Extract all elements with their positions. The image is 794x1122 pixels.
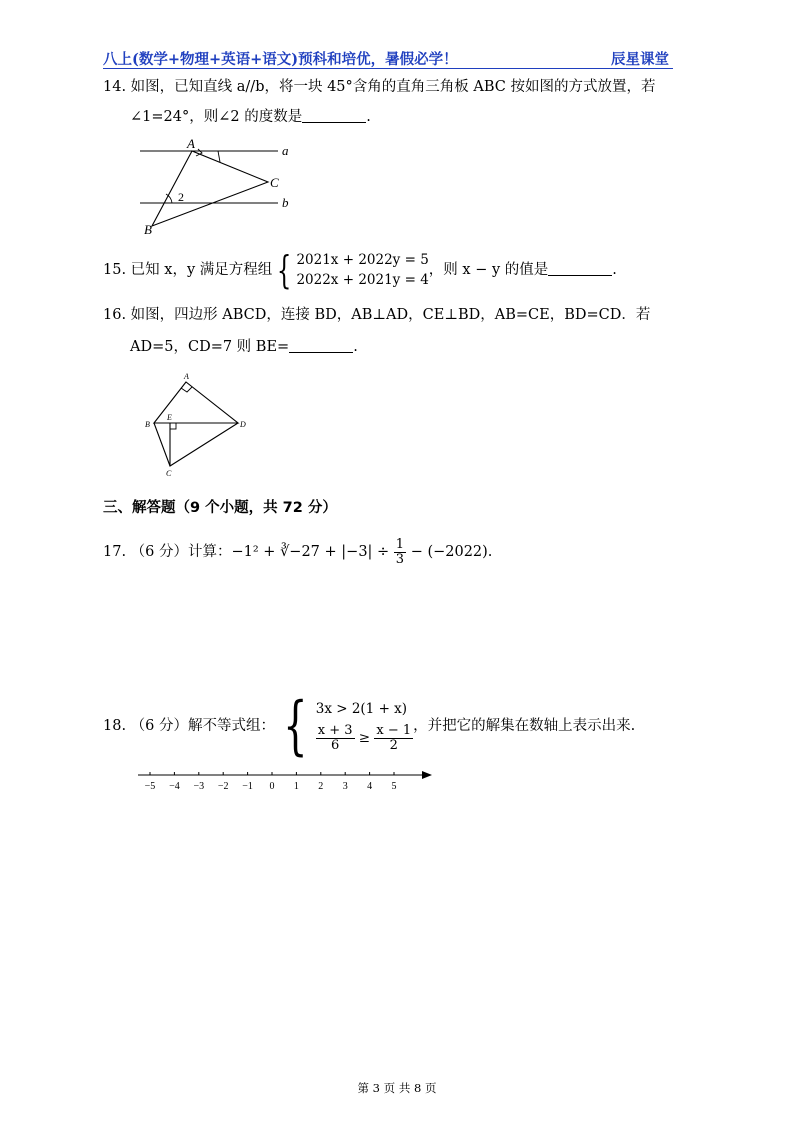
- q15-pre: 已知 x，y 满足方程组: [130, 262, 273, 278]
- q16-text-1: 如图，四边形 ABCD，连接 BD，AB⊥AD，CE⊥BD，AB=CE，BD=CD．若: [130, 307, 651, 323]
- q15-system: [296, 250, 428, 290]
- header-right: 辰星课堂: [611, 51, 669, 68]
- label-line-a: a: [282, 143, 289, 158]
- q14-answer-blank[interactable]: [302, 108, 366, 123]
- q16-answer-blank[interactable]: [289, 338, 353, 353]
- q18-frac1-num: x + 3: [317, 722, 353, 738]
- q17-expr-a: −1² + ∛−27 + |−3| ÷: [231, 544, 390, 560]
- number-line-tick-label: 4: [367, 781, 373, 792]
- q17-expr-b: − (−2022).: [410, 544, 493, 560]
- q15-eq2: 2022x + 2021y = 4: [296, 272, 429, 288]
- q15-period: .: [612, 262, 617, 278]
- q18-ge: ≥: [358, 729, 371, 746]
- q18-pre: （6 分）解不等式组：: [130, 718, 276, 734]
- q16-text-2: AD=5，CD=7 则 BE=: [130, 339, 290, 355]
- q15-brace: {: [277, 248, 292, 292]
- q17-pre: （6 分）计算：: [130, 544, 232, 560]
- q14-text-1: 如图，已知直线 a//b，将一块 45°含角的直角三角板 ABC 按如图的方式放置，若: [130, 79, 656, 95]
- q18-post: ，并把它的解集在数轴上表示出来.: [413, 718, 636, 734]
- label-c-vertex: C: [270, 175, 279, 190]
- q18-brace: {: [283, 689, 308, 763]
- number-line-tick-label: −2: [217, 781, 229, 792]
- q17-frac-den: 3: [395, 551, 405, 567]
- q18-frac1-den: 6: [330, 737, 340, 753]
- triangle-abc: [152, 151, 268, 226]
- number-line-tick-label: 3: [342, 781, 348, 792]
- label-angle-2: 2: [178, 190, 184, 204]
- triangle-bcd: [154, 423, 238, 466]
- q18-number: 18.: [103, 718, 127, 734]
- q18-frac2: [374, 724, 413, 753]
- number-line-tick-label: −5: [144, 781, 156, 792]
- label-b: B: [145, 420, 150, 429]
- q18-ineq1: 3x > 2(1 + x): [315, 700, 408, 717]
- q14-figure: [130, 136, 310, 240]
- number-line-tick-label: 1: [293, 781, 299, 792]
- q17-line: [103, 537, 492, 567]
- label-d: D: [240, 420, 246, 429]
- q15-eq1: 2021x + 2022y = 5: [296, 252, 429, 268]
- q18-frac1: [316, 724, 355, 753]
- section-3-heading: 三、解答题（9 个小题，共 72 分）: [103, 500, 337, 516]
- label-b-vertex: B: [144, 222, 152, 237]
- label-line-b: b: [282, 195, 289, 210]
- q16-period: .: [353, 339, 358, 355]
- q18-frac2-num: x − 1: [376, 722, 412, 738]
- q17-number: 17.: [103, 544, 127, 560]
- number-line-tick-label: −3: [193, 781, 205, 792]
- number-line-tick-label: 0: [269, 781, 275, 792]
- q14-period: .: [366, 109, 371, 125]
- number-line-tick-label: 5: [391, 781, 397, 792]
- q14-line1: [103, 78, 656, 96]
- q15-answer-blank[interactable]: [548, 261, 612, 276]
- q15-mid: ，则 x − y 的值是: [428, 262, 549, 278]
- q18-frac2-den: 2: [389, 737, 398, 753]
- label-c: C: [166, 469, 172, 478]
- q16-line1: [103, 306, 650, 324]
- number-line-arrow: [422, 771, 432, 779]
- header-left: 八上(数学+物理+英语+语文)预科和培优，暑假必学！: [103, 51, 458, 68]
- q16-number: 16.: [103, 307, 127, 323]
- q16-line2: [130, 338, 358, 356]
- q14-number: 14.: [103, 79, 127, 95]
- q14-text-2: ∠1=24°，则∠2 的度数是: [130, 109, 303, 125]
- q18-line: [103, 689, 636, 763]
- label-a: A: [184, 372, 189, 381]
- number-line-tick-label: −1: [242, 781, 253, 792]
- page-header: [103, 46, 673, 69]
- q15-number: 15.: [103, 262, 127, 278]
- q18-system: [316, 700, 413, 753]
- q16-figure: [142, 370, 254, 480]
- q15-line: [103, 250, 617, 290]
- number-line: [134, 764, 434, 796]
- q14-line2: [130, 108, 371, 126]
- q17-frac-num: 1: [395, 536, 405, 552]
- number-line-tick-label: −4: [169, 781, 180, 792]
- label-a-vertex: A: [187, 136, 195, 151]
- page-footer: 第 3 页 共 8 页: [357, 1081, 437, 1095]
- q17-fraction: [394, 538, 406, 567]
- number-line-tick-label: 2: [318, 781, 324, 792]
- label-e: E: [167, 413, 172, 422]
